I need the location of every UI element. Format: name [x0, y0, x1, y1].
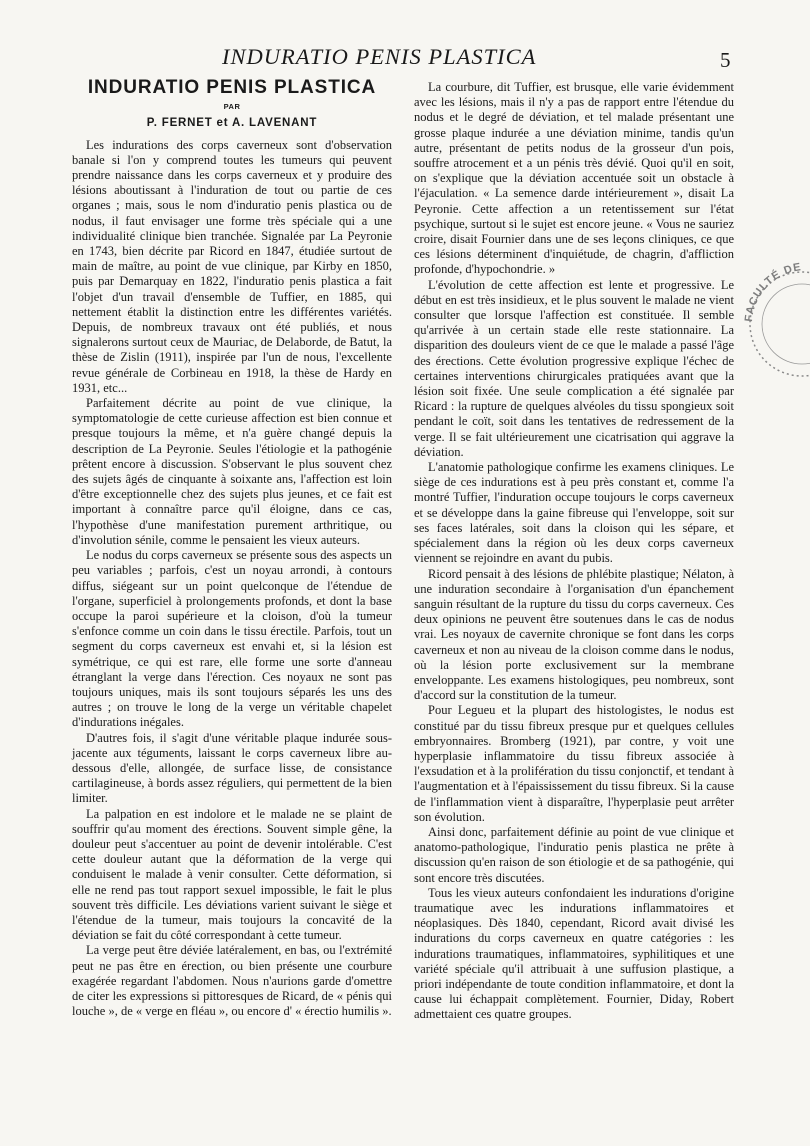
page-number: 5 [720, 48, 731, 72]
paragraph: La verge peut être déviée latéralement, en bas, ou l'extrémité peut ne pas être en érection, ou bien présente une courbure exagérée regardant l'abdomen. Nous n'aurions garde d'omettre de citer les expressions si pittoresques de Ricard, de « pénis qui louche », de « verge en fléau », ou encore d' « érectio humilis ». [72, 943, 392, 1019]
paragraph: Ricord pensait à des lésions de phlébite plastique; Nélaton, à une induration secondaire à l'organisation d'un épanchement sanguin résultant de la rupture du tissu du corps caverneux. Ces deux opinions ne peuvent être soutenues dans le cas de nodus vrai. Les noyaux de cavernite chronique se font dans les corps caverneux et non au niveau de la cloison comme dans le nodus, où la lésion porte exclusivement sur la membrane enveloppante. Les examens histologiques, peu nombreux, sont d'accord sur la constitution de la tumeur. [414, 566, 734, 703]
paragraph: Pour Legueu et la plupart des histologistes, le nodus est constitué par du tissu fibreux presque pur et quelques cellules embryonnaires. Bromberg (1921), par contre, y voit une hyperplasie inflammatoire du tissu fibreux associée à l'exsudation et à la prolifération du tissu conjonctif, et tendant à l'augmentation et à l'épaississement du tissu fibreux. Si la cause de l'inflammation vient à disparaître, l'hyperplasie peut arrêter son évolution. [414, 703, 734, 824]
stamp-text: FACULTÉ DE [742, 261, 803, 323]
paragraph: Ainsi donc, parfaitement définie au point de vue clinique et anatomo-pathologique, l'induratio penis plastica ne prête à discussion qu'en raison de son étiologie et de sa pathogénie, qui sont encore très discutées. [414, 824, 734, 885]
byline-par: PAR [223, 102, 241, 112]
right-column [414, 80, 734, 1023]
paragraph: Le nodus du corps caverneux se présente sous des aspects un peu variables ; parfois, c'est un noyau arrondi, à contours diffus, siégeant sur un point quelconque de l'étendue de l'organe, superficiel à prolongements profonds, et dont la base occupe la paroi supérieure et la cloison, d'où la tumeur s'enfonce comme un coin dans le tissu érectile. Parfois, tout un segment du corps caverneux est envahi et, si la lésion est symétrique, ce qui est rare, elle forme une sorte d'anneau étranglant la verge dans l'érection. Ces noyaux ne sont pas toujours uniques, mais ils sont toujours séparés les uns des autres ; on trouve le long de la verge un véritable chapelet d'indurations inégales. [72, 548, 392, 730]
byline-authors: P. FERNET et A. LAVENANT [146, 117, 318, 130]
paragraph: Tous les vieux auteurs confondaient les indurations d'origine traumatique avec les indurations inflammatoires et néoplasiques. Dès 1840, cependant, Ricord avait divisé les indurations du corps caverneux en quatre catégories : les indurations traumatiques, inflammatoires, syphilitiques et une variété spéciale qu'il attribuait à une suffusion plastique, a priori indépendante de toute condition inflammatoire, et dont la cause lui échappait complètement. Fournier, Diday, Robert admettaient ces quatre groupes. [414, 885, 734, 1022]
paragraph: L'évolution de cette affection est lente et progressive. Le début en est très insidieux, et le plus souvent le malade ne vient consulter que lorsque l'affection est constituée. Il semble qu'arrivée à un certain stade elle reste stationnaire. La disparition des douleurs vient de ce que le malade a passé l'âge des érections. Cette évolution progressive explique l'échec de certaines interventions chirurgicales pratiquées avant que la lésion soit fixée. Une seule complication a été signalée par Ricard : la rupture de quelques alvéoles du tissu spongieux soit pendant le coït, soit dans les tentatives de redressement de la verge. Il se fait ultérieurement une cicatrisation qui aggrave la déviation. [414, 277, 734, 459]
paragraph: Les indurations des corps caverneux sont d'observation banale si l'on y comprend toutes les tumeurs qui peuvent prendre naissance dans les corps caverneux et y produire des lésions aboutissant à l'induration de tout ou partie de ces organes ; mais, sous le nom d'induratio penis plastica ou de nodus, il faut envisager une forme très spéciale qui a une individualité clinique bien tranchée. Signalée par La Peyronie en 1743, bien décrite par Ricord en 1847, étudiée surtout de main de maître, au point de vue clinique, par Kirby en 1850, puis par Demarquay en 1822, l'induratio penis plastica a fait l'objet d'un travail d'ensemble de Tuffier, en 1885, qui nettement établit la distinction entre les différentes variétés. Depuis, de nombreux travaux ont été publiés, et nous signalerons surtout ceux de Mauriac, de Delaborde, de Batut, la thèse de Zislin (1911), inspirée par l'un de nous, l'excellente revue générale de Corbineau en 1918, la thèse de Hardy en 1931, etc... [72, 137, 392, 395]
svg-text:FACULTÉ DE [743, 261, 803, 322]
running-header-title: INDURATIO PENIS PLASTICA [222, 44, 537, 69]
paragraph: La palpation en est indolore et le malade ne se plaint de souffrir qu'au moment des érections. Souvent simple gêne, la douleur peut s'accentuer au point de devenir intolérable. C'est cette douleur autant que la déformation de la verge qui conduisent le malade à venir consulter. Cette déformation, si elle ne rend pas tout rapport sexuel impossible, le fait le plus souvent très difficile. Les déviations varient suivant le siège et l'étendue de la tumeur, mais toujours la concavité de la déviation se fait du côté correspondant à cette tumeur. [72, 806, 392, 943]
left-column [72, 77, 392, 1019]
paragraph: D'autres fois, il s'agit d'une véritable plaque indurée sous-jacente aux téguments, laissant le corps caverneux libre au-dessous d'elle, allongée, de surface lisse, de consistance cartilagineuse, à bords assez réguliers, qui permettent de la bien limiter. [72, 730, 392, 806]
article-title: INDURATIO PENIS PLASTICA [87, 77, 377, 98]
library-stamp [740, 252, 810, 382]
paragraph: L'anatomie pathologique confirme les examens cliniques. Le siège de ces indurations est à peu près constant et, comme l'a montré Tuffier, l'induration occupe toujours le corps caverneux et se développe dans la gaine fibreuse qui l'enveloppe, soit sur ses faces latérales, soit dans la cloison qui les sépare, et spécialement dans la région où les deux corps caverneux viennent se rejoindre en avant du pubis. [414, 460, 734, 566]
paragraph: La courbure, dit Tuffier, est brusque, elle varie évidemment avec les lésions, mais il n'y a pas de rapport entre l'étendue du nodus et le degré de déviation, et tel malade présentant une grosse plaque indurée a une déviation minime, tandis qu'un autre, présentant de petits nodus de la grosseur d'un pois, souffre atrocement et a un pénis très dévié. Quoi qu'il en soit, on s'explique que la déviation accentuée soit un obstacle à l'éjaculation. « La semence darde intérieurement », disait La Peyronie. Cette affection a un retentissement sur l'état psychique, surtout si le sujet est encore jeune. « Vous ne sauriez croire, disait Fournier dans une de ses leçons cliniques, ce que ces lésions déterminent d'inquiétude, de chagrin, d'affliction profonde, d'hypochondrie. » [414, 80, 734, 277]
paragraph: Parfaitement décrite au point de vue clinique, la symptomatologie de cette curieuse affection est bien connue et presque toujours la même, et n'a guère changé depuis la description de La Peyronie. Seules l'étiologie et la pathogénie prêtent encore à discussion. S'observant le plus souvent chez des sujets âgés de cinquante à soixante ans, l'affection est loin d'être exceptionnelle chez des sujets plus jeunes, et ce fait est important à connaître parce qu'il éloigne, dans ce cas, l'hypothèse d'une manifestation purement arthritique, ou d'involution sénile, comme le pensaient les vieux auteurs. [72, 396, 392, 547]
